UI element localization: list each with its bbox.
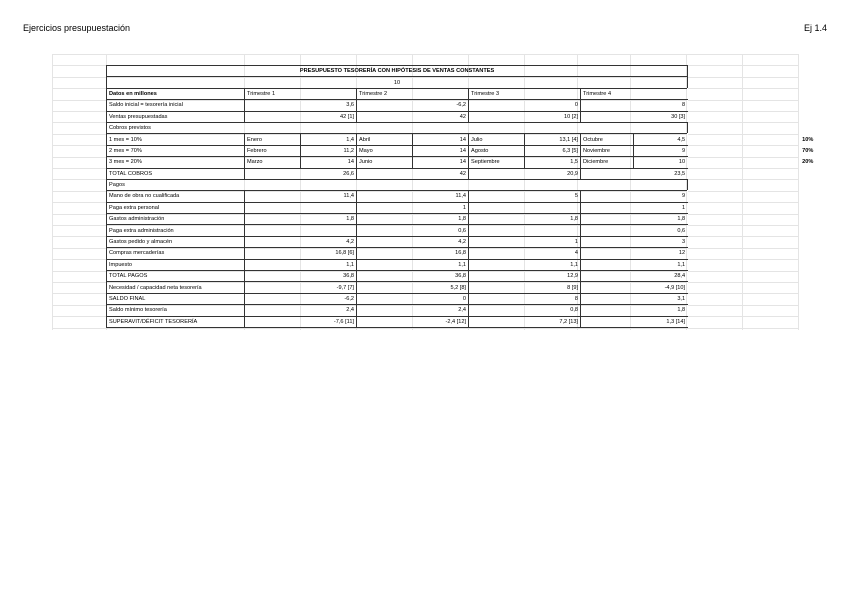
payment-row xyxy=(107,259,688,270)
row-value: 5,2 [8] xyxy=(357,282,469,293)
row-value: 12 xyxy=(581,248,688,259)
row-label: SUPERAVIT/DÉFICIT TESORERÍA xyxy=(107,316,245,327)
month-value: 1,4 xyxy=(301,134,357,145)
row-label: Mano de obra no cualificada xyxy=(107,191,245,202)
row-value: 3,6 xyxy=(245,100,357,111)
row-value: 7,2 [13] xyxy=(469,316,581,327)
column-header: Trimestre 4 xyxy=(581,88,688,99)
row-value: 30 [3] xyxy=(581,111,688,122)
row-value: 1,8 xyxy=(581,305,688,316)
month-value: 14 xyxy=(413,157,469,168)
row-value: 0 xyxy=(357,293,469,304)
row-value: 5 xyxy=(469,191,581,202)
row-value: 3 xyxy=(581,236,688,247)
budget-table-body xyxy=(107,66,814,328)
row-value xyxy=(469,202,581,213)
payment-row xyxy=(107,316,688,327)
column-header: Trimestre 3 xyxy=(469,88,581,99)
month-name: Enero xyxy=(245,134,301,145)
payment-row xyxy=(107,305,688,316)
collection-row: 3 mes = 20% Marzo 14 Junio 14 Septiembre 1,5 Diciembre 10 20% xyxy=(107,157,688,168)
month-name: Octubre xyxy=(581,134,634,145)
column-header: Trimestre 2 xyxy=(357,88,469,99)
row-value: 11,4 xyxy=(357,191,469,202)
column-header: Trimestre 1 xyxy=(245,88,357,99)
row-value: -9,7 [7] xyxy=(245,282,357,293)
row-label: 1 mes = 10% xyxy=(107,134,245,145)
row-label: Compras mercaderías xyxy=(107,248,245,259)
row-value: 23,5 xyxy=(581,168,688,179)
row-value: -7,6 [11] xyxy=(245,316,357,327)
month-value: 11,2 xyxy=(301,145,357,156)
row-value xyxy=(469,225,581,236)
row-value: 42 [1] xyxy=(245,111,357,122)
grid-column-line xyxy=(798,54,799,330)
row-value: 16,8 [6] xyxy=(245,248,357,259)
payment-row xyxy=(107,202,688,213)
row-value: 42 xyxy=(357,168,469,179)
section-row xyxy=(107,122,688,133)
table-subtitle: 10 xyxy=(107,77,688,88)
subtitle-row xyxy=(107,77,688,88)
row-label: TOTAL PAGOS xyxy=(107,271,245,282)
month-value: 14 xyxy=(413,134,469,145)
row-value xyxy=(245,225,357,236)
row-value: 4,2 xyxy=(357,236,469,247)
total-collections-row xyxy=(107,168,688,179)
row-value: 1,8 xyxy=(245,214,357,225)
row-value: 0 xyxy=(469,100,581,111)
grid-column-line xyxy=(742,54,743,330)
row-label: SALDO FINAL xyxy=(107,293,245,304)
row-value: 12,9 xyxy=(469,271,581,282)
row-value: 1,1 xyxy=(357,259,469,270)
month-name: Febrero xyxy=(245,145,301,156)
section-label: Cobros previstos xyxy=(107,122,688,133)
month-name: Junio xyxy=(357,157,413,168)
row-value: 1 xyxy=(581,202,688,213)
month-value: 13,1 [4] xyxy=(525,134,581,145)
row-label: Gastos administración xyxy=(107,214,245,225)
row-value: 1,8 xyxy=(581,214,688,225)
column-header: Datos en millones xyxy=(107,88,245,99)
section-label: Pagos xyxy=(107,179,688,190)
row-value: -2,4 [12] xyxy=(357,316,469,327)
budgeted-sales-row xyxy=(107,111,688,122)
row-value: 36,8 xyxy=(245,271,357,282)
row-value: 8 [9] xyxy=(469,282,581,293)
section-row xyxy=(107,179,688,190)
month-name: Mayo xyxy=(357,145,413,156)
row-value: 3,1 xyxy=(581,293,688,304)
row-label: Impuesto xyxy=(107,259,245,270)
column-header-row xyxy=(107,88,688,99)
grid-column-line xyxy=(52,54,53,330)
row-value: 36,8 xyxy=(357,271,469,282)
payment-row xyxy=(107,271,688,282)
month-name: Abril xyxy=(357,134,413,145)
row-value: 0,6 xyxy=(581,225,688,236)
budget-table xyxy=(106,65,814,328)
row-value: 9 xyxy=(581,191,688,202)
row-label: 2 mes = 70% xyxy=(107,145,245,156)
table-title: PRESUPUESTO TESORERÍA CON HIPÓTESIS DE VENTAS CONSTANTES xyxy=(107,66,688,77)
row-value: 11,4 xyxy=(245,191,357,202)
row-value: 4 xyxy=(469,248,581,259)
row-value: 42 xyxy=(357,111,469,122)
month-name: Diciembre xyxy=(581,157,634,168)
row-value: -4,9 [10] xyxy=(581,282,688,293)
payment-row xyxy=(107,225,688,236)
row-value: 1,1 xyxy=(469,259,581,270)
month-value: 10 xyxy=(634,157,688,168)
row-label: Saldo inicial = tesorería inicial xyxy=(107,100,245,111)
row-value: 20,9 xyxy=(469,168,581,179)
title-row xyxy=(107,66,688,77)
row-value: 0,8 xyxy=(469,305,581,316)
row-value: 8 xyxy=(469,293,581,304)
row-label: Paga extra administración xyxy=(107,225,245,236)
month-name: Marzo xyxy=(245,157,301,168)
payment-row xyxy=(107,214,688,225)
row-value: 16,8 xyxy=(357,248,469,259)
month-name: Julio xyxy=(469,134,525,145)
document-title: Ejercicios presupuestación xyxy=(23,23,131,33)
row-value: 1,1 xyxy=(581,259,688,270)
payment-row xyxy=(107,236,688,247)
row-value: 2,4 xyxy=(357,305,469,316)
row-label: Ventas presupuestadas xyxy=(107,111,245,122)
month-value: 6,3 [5] xyxy=(525,145,581,156)
payment-row xyxy=(107,293,688,304)
month-value: 1,5 xyxy=(525,157,581,168)
month-value: 14 xyxy=(301,157,357,168)
row-value: 26,6 xyxy=(245,168,357,179)
row-value: 0,6 xyxy=(357,225,469,236)
row-label: 3 mes = 20% xyxy=(107,157,245,168)
exercise-number: Ej 1.4 xyxy=(803,23,827,33)
row-value: 4,2 xyxy=(245,236,357,247)
row-label: Paga extra personal xyxy=(107,202,245,213)
row-value: 28,4 xyxy=(581,271,688,282)
row-label: Gastos pedido y almacén xyxy=(107,236,245,247)
row-value: 1,1 xyxy=(245,259,357,270)
row-value xyxy=(245,202,357,213)
payment-row xyxy=(107,191,688,202)
row-value: 10 [2] xyxy=(469,111,581,122)
row-value: -6,2 xyxy=(245,293,357,304)
month-name: Septiembre xyxy=(469,157,525,168)
row-value: 1 xyxy=(357,202,469,213)
row-value: 1,8 xyxy=(357,214,469,225)
row-label: Necesidad / capacidad neta tesorería xyxy=(107,282,245,293)
month-value: 14 xyxy=(413,145,469,156)
month-name: Noviembre xyxy=(581,145,634,156)
row-label: Saldo mínimo tesorería xyxy=(107,305,245,316)
collection-row: 1 mes = 10% Enero 1,4 Abril 14 Julio 13,1 [4] Octubre 4,5 10% xyxy=(107,134,688,145)
payment-row xyxy=(107,248,688,259)
month-name: Agosto xyxy=(469,145,525,156)
grid-row-line xyxy=(52,54,798,55)
row-value: 2,4 xyxy=(245,305,357,316)
month-value: 9 xyxy=(634,145,688,156)
row-value: 1 xyxy=(469,236,581,247)
row-label: TOTAL COBROS xyxy=(107,168,245,179)
row-value: 1,8 xyxy=(469,214,581,225)
row-value: -6,2 xyxy=(357,100,469,111)
opening-balance-row xyxy=(107,100,688,111)
payment-row xyxy=(107,282,688,293)
month-value: 4,5 xyxy=(634,134,688,145)
row-value: 1,3 [14] xyxy=(581,316,688,327)
row-value: 8 xyxy=(581,100,688,111)
collection-row: 2 mes = 70% Febrero 11,2 Mayo 14 Agosto 6,3 [5] Noviembre 9 70% xyxy=(107,145,688,156)
